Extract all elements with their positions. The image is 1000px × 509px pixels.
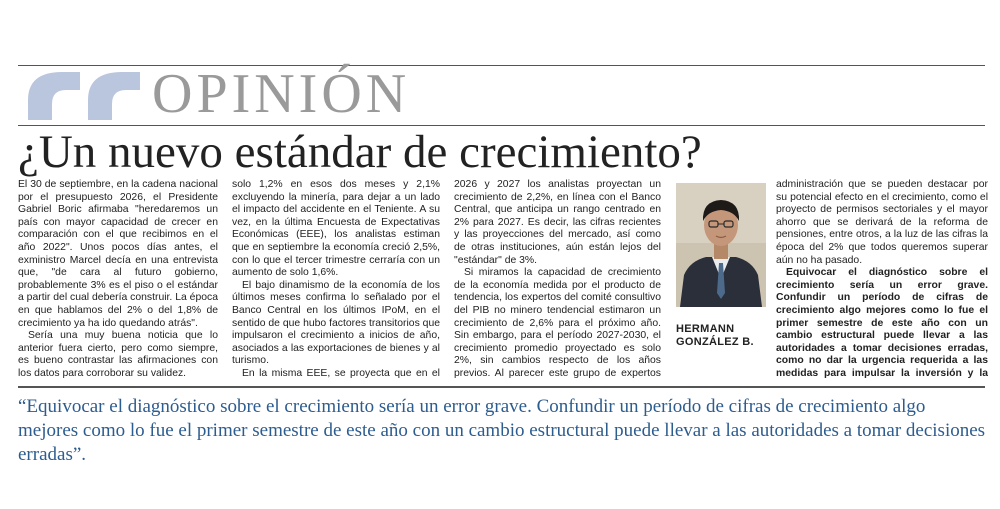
author-name-line-2: GONZÁLEZ B. bbox=[676, 336, 754, 348]
pull-quote: “Equivocar el diagnóstico sobre el crecimiento sería un error grave. Confundir un período de cifras de crecimiento algo mejores como lo fue el primer semestre de este año con un cambio estructural puede llevar a las autoridades a tomar decisiones erradas”. bbox=[18, 396, 986, 465]
article-column-2 bbox=[232, 179, 440, 379]
author-photo bbox=[676, 183, 766, 307]
paragraph: administración que se pueden destacar por su potencial efecto en el crecimiento, como el proyecto de permisos sectoriales y el mayor ahorro que se derivará de la reforma de pensiones, entre otros, a la luz de las cifras la época del 2% que todos queremos superar aún no ha pasado. bbox=[776, 179, 988, 266]
author-name-line-1: HERMANN bbox=[676, 323, 735, 335]
headline: ¿Un nuevo estándar de crecimiento? bbox=[18, 126, 702, 178]
paragraph: 2026 y 2027 los analistas proyectan un crecimiento de 2,2%, en línea con el Banco Central, que anticipa un rango centrado en 2% para 2027. Es decir, las cifras recientes y las proyecciones del mercado, así como de otras instituciones, aún están lejos del "estándar" de 3%. bbox=[454, 179, 661, 266]
paragraph bbox=[776, 267, 988, 379]
paragraph: El 30 de septiembre, en la cadena nacional por el presupuesto 2026, el Presidente Gabriel Boric afirmaba "heredaremos un país con mayor capacidad de crecer en comparación con el que recibimos en el año 2022". Unos pocos días antes, el exministro Marcel decía en una entrevista que, "de cara al futuro gobierno, probablemente 3% es el piso o el estándar a partir del cual debería construir. La época en que hablamos del 2% o del 1,8% de crecimiento ya ha ido quedando atrás". bbox=[18, 179, 218, 329]
article-column-1 bbox=[18, 179, 218, 379]
paragraph: solo 1,2% en esos dos meses y 2,1% excluyendo la minería, para dejar a un lado el impacto del accidente en el Teniente. A su vez, en la última Encuesta de Expectativas Económicas (EEE), los analistas estiman que en septiembre la economía creció 2,5%, con lo que el tercer trimestre cerraría con un aumento de solo 1,6%. bbox=[232, 179, 440, 279]
paragraph: El bajo dinamismo de la economía de los últimos meses confirma lo señalado por el Banco Central en los últimos IPoM, en el sentido de que hubo factores transitorios que impulsaron el crecimiento a inicios de año, asociados a las exportaciones de bienes y al turismo. bbox=[232, 279, 440, 367]
section-label: OPINIÓN bbox=[152, 63, 411, 125]
paragraph: Si miramos la capacidad de crecimiento de la economía medida por el producto de tendencia, los expertos del comité consultivo del PIB no minero tendencial estimaron un crecimiento de 2,6% para el próximo año. Sin embargo, para el período 2027-2030, el crecimiento promedio proyectado es solo 2%, sin cambios respecto de los años previos. Al parecer este grupo de expertos bbox=[454, 267, 661, 379]
paragraph: En la misma EEE, se proyecta que en el bbox=[242, 367, 440, 379]
paragraph: Sería una muy buena noticia que lo anterior fuera cierto, pero como siempre, es bueno contrastar las afirmaciones con los datos para corroborar su validez. bbox=[18, 330, 218, 379]
article-column-3 bbox=[454, 179, 661, 379]
pullquote-rule bbox=[18, 386, 985, 388]
article-column-4 bbox=[776, 179, 988, 379]
paragraph-text: Equivocar el diagnóstico sobre el crecimiento sería un error grave. Confundir un período de cifras de crecimiento algo mejores como lo fue el primer semestre de este año con un cambio estructural puede llevar a las autoridades a tomar decisiones erradas, como no dar la urgencia requerida a las medidas para impulsar la inversión y la bbox=[776, 267, 988, 379]
author-byline bbox=[676, 323, 771, 349]
